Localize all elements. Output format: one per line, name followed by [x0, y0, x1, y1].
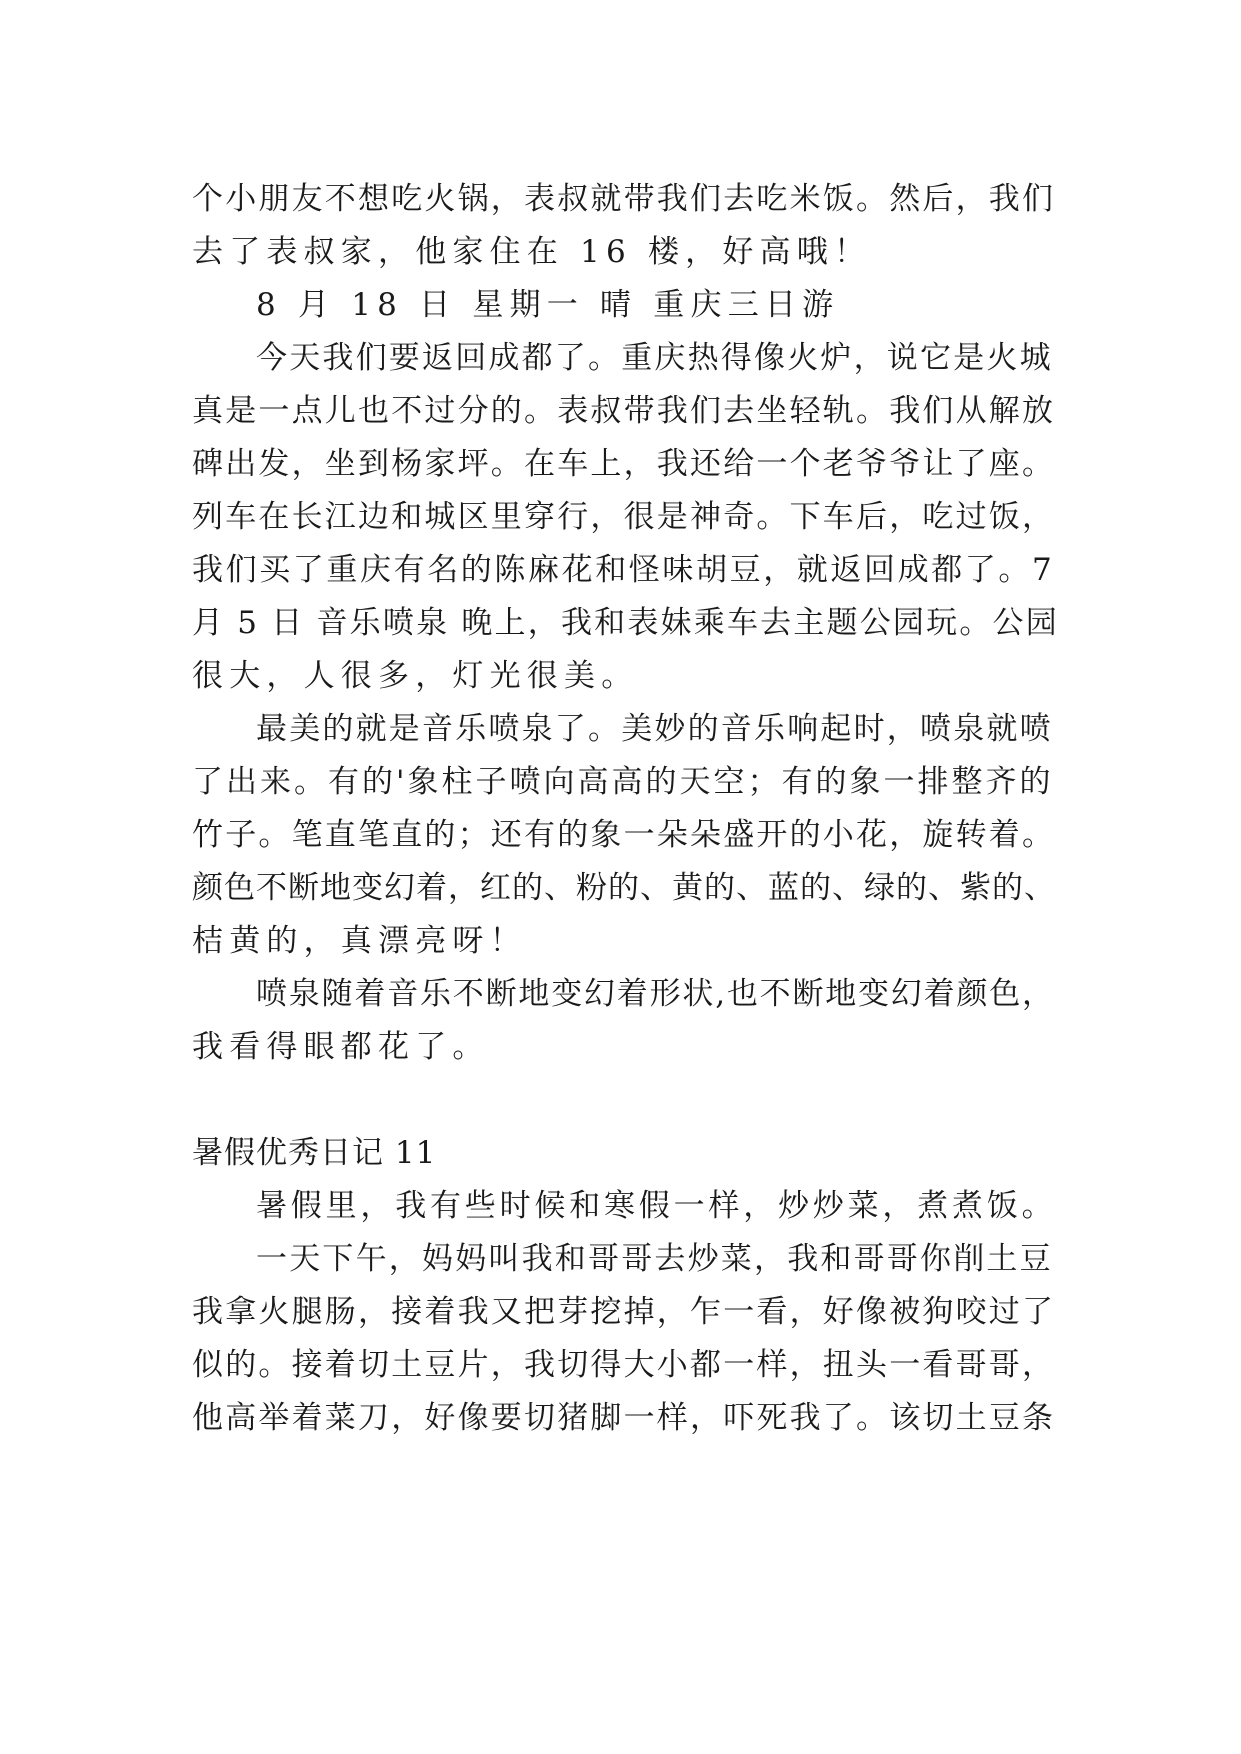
text-line: 很大，人很多，灯光很美。	[192, 658, 639, 694]
text-line: 颜色不断地变幻着，红的、粉的、黄的、蓝的、绿的、紫的、	[192, 870, 1056, 906]
diary-date-heading: 8 月 18 日 星期一 晴 重庆三日游	[256, 287, 840, 323]
paragraph-start: 今天我们要返回成都了。重庆热得像火炉，说它是火城	[256, 340, 1053, 376]
text-line: 我拿火腿肠，接着我又把芽挖掉，乍一看，好像被狗咬过了	[192, 1294, 1056, 1330]
text-line: 我们买了重庆有名的陈麻花和怪味胡豆，就返回成都了。7	[192, 552, 1055, 588]
section-title: 暑假优秀日记 11	[192, 1135, 437, 1171]
paragraph-start: 喷泉随着音乐不断地变幻着形状,也不断地变幻着颜色，	[256, 976, 1055, 1012]
text-line: 了出来。有的'象柱子喷向高高的天空；有的象一排整齐的	[192, 764, 1054, 800]
paragraph-start: 暑假里，我有些时候和寒假一样，炒炒菜，煮煮饭。	[256, 1188, 1057, 1224]
text-line: 个小朋友不想吃火锅，表叔就带我们去吃米饭。然后，我们	[192, 181, 1056, 217]
text-line: 去了表叔家，他家住在 16 楼，好高哦！	[192, 234, 872, 270]
text-line: 桔黄的，真漂亮呀！	[192, 923, 527, 959]
text-line: 我看得眼都花了。	[192, 1029, 490, 1065]
text-line: 竹子。笔直笔直的；还有的象一朵朵盛开的小花，旋转着。	[192, 817, 1056, 853]
paragraph-start: 最美的就是音乐喷泉了。美妙的音乐响起时，喷泉就喷	[256, 711, 1053, 747]
text-line: 碑出发，坐到杨家坪。在车上，我还给一个老爷爷让了座。	[192, 446, 1056, 482]
text-line: 列车在长江边和城区里穿行，很是神奇。下车后，吃过饭，	[192, 499, 1056, 535]
paragraph-start: 一天下午，妈妈叫我和哥哥去炒菜，我和哥哥你削土豆	[256, 1241, 1053, 1277]
text-line: 真是一点儿也不过分的。表叔带我们去坐轻轨。我们从解放	[192, 393, 1056, 429]
text-line: 月 5 日 音乐喷泉 晚上，我和表妹乘车去主题公园玩。公园	[192, 605, 1059, 641]
text-line: 他高举着菜刀，好像要切猪脚一样，吓死我了。该切土豆条	[192, 1400, 1056, 1436]
text-line: 似的。接着切土豆片，我切得大小都一样，扭头一看哥哥，	[192, 1347, 1056, 1383]
